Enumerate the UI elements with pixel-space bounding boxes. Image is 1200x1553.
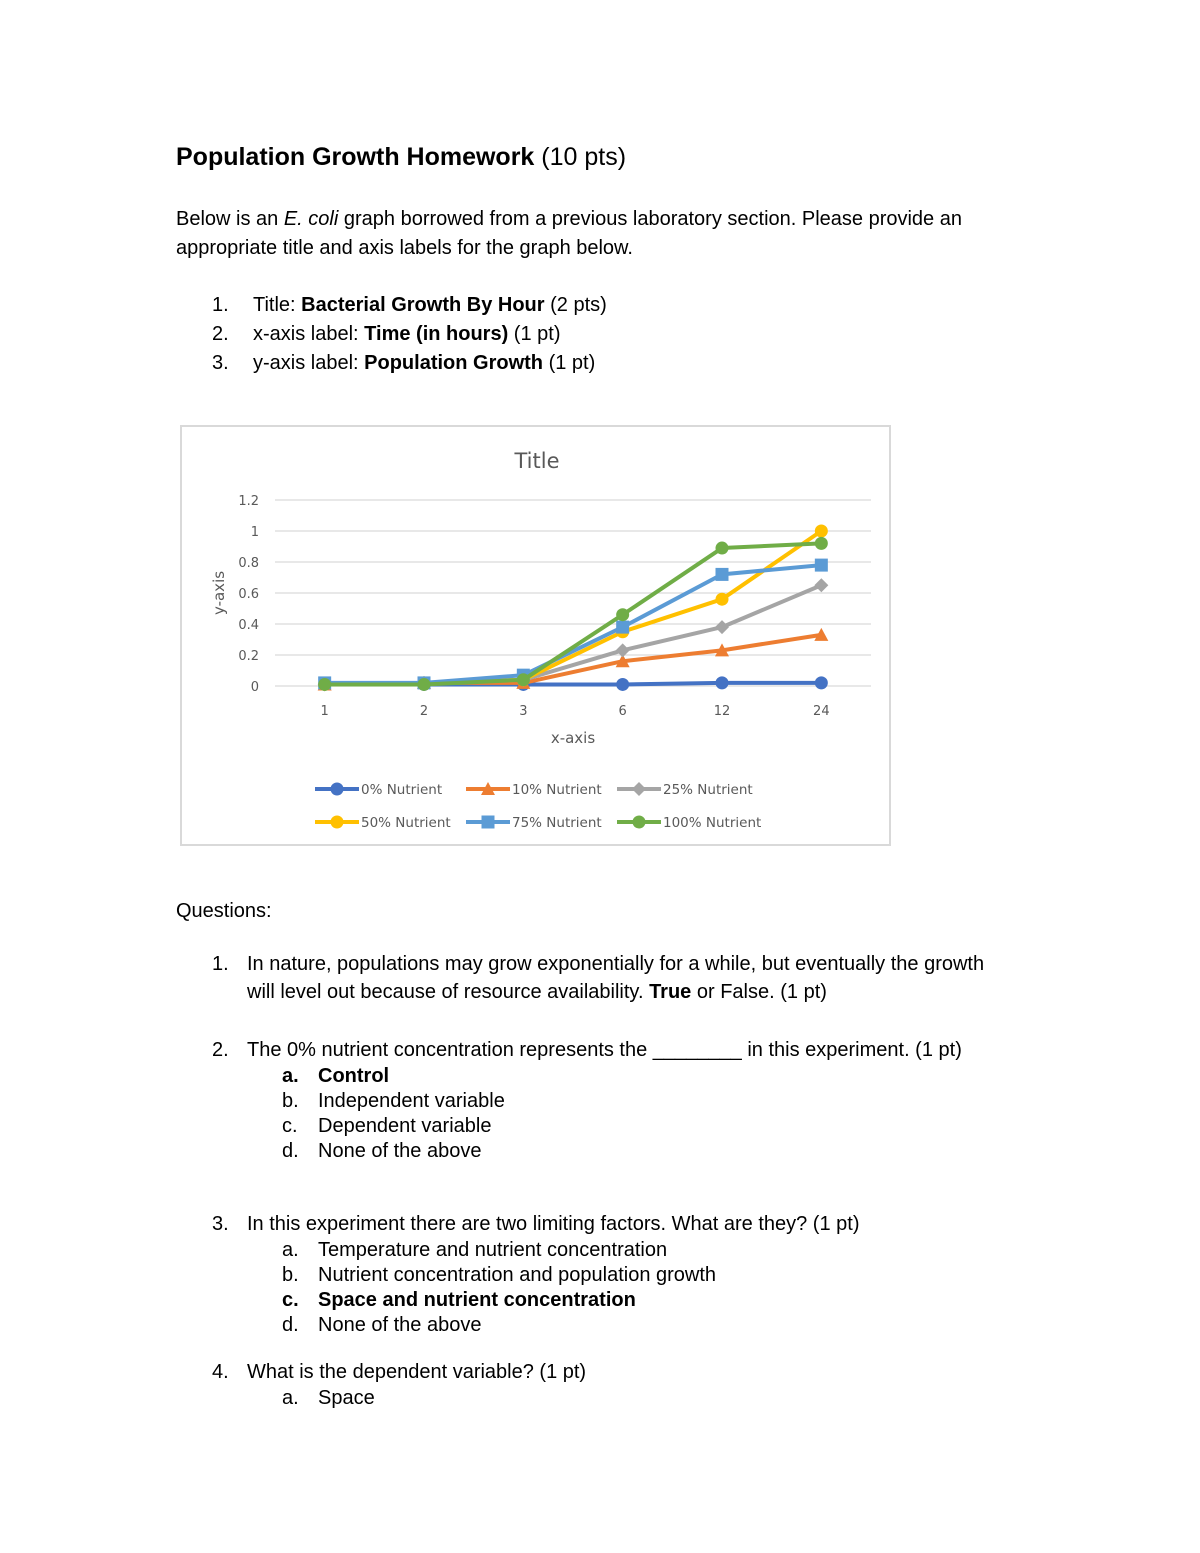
answer-suffix: (1 pt) <box>508 323 561 345</box>
answer-prefix: Title: <box>253 294 302 316</box>
x-tick-label: 24 <box>813 704 830 719</box>
option-text: Independent variable <box>318 1090 505 1112</box>
question-number: 1. <box>212 953 229 975</box>
data-point <box>616 621 629 634</box>
question-answer-bold: True <box>649 981 692 1003</box>
intro-paragraph <box>176 205 1036 263</box>
data-point <box>616 608 629 621</box>
option-item <box>176 1089 996 1114</box>
option-text: Temperature and nutrient concentration <box>318 1239 668 1261</box>
legend-swatch-marker <box>331 783 344 796</box>
answer-suffix: (1 pt) <box>543 352 596 374</box>
legend-swatch-marker <box>482 816 495 829</box>
question-text-end: or False. (1 pt) <box>691 981 827 1003</box>
option-item <box>176 1263 996 1288</box>
answer-list <box>176 291 607 378</box>
question-2 <box>176 1036 996 1164</box>
option-text: Space and nutrient concentration <box>318 1289 636 1311</box>
option-list <box>176 1064 996 1164</box>
option-letter: b. <box>282 1264 299 1286</box>
option-text: Dependent variable <box>318 1115 492 1137</box>
data-point <box>815 676 828 689</box>
option-text: None of the above <box>318 1140 482 1162</box>
x-tick-label: 2 <box>419 704 429 719</box>
question-number: 3. <box>212 1213 229 1235</box>
answer-bold: Bacterial Growth By Hour <box>301 294 545 316</box>
y-tick-label: 1.2 <box>238 494 259 509</box>
data-point <box>616 678 629 691</box>
series-line <box>325 635 822 685</box>
question-text: What is the dependent variable? (1 pt) <box>247 1361 587 1383</box>
option-letter: a. <box>282 1387 299 1409</box>
answer-number: 1. <box>212 294 229 316</box>
answer-item <box>176 291 607 320</box>
option-item <box>176 1386 996 1411</box>
option-letter: a. <box>282 1065 299 1087</box>
page-title <box>176 143 626 172</box>
y-axis-label: y-axis <box>210 570 228 616</box>
option-item <box>176 1313 996 1338</box>
legend-label: 25% Nutrient <box>663 782 753 798</box>
answer-number: 2. <box>212 323 229 345</box>
question-text: The 0% nutrient concentration represents the ________ in this experiment. (1 pt) <box>247 1039 962 1061</box>
x-tick-label: 3 <box>519 704 528 719</box>
intro-text-end: graph borrowed from a previous laboratory section. Please provide an appropriate title and axis labels for the graph below. <box>176 208 962 259</box>
question-4 <box>176 1358 996 1411</box>
option-item <box>176 1114 996 1139</box>
question-text: In this experiment there are two limiting factors. What are they? (1 pt) <box>247 1213 860 1235</box>
chart-container <box>180 425 891 846</box>
data-point <box>814 578 828 592</box>
y-tick-label: 0.6 <box>238 587 259 602</box>
data-point <box>716 593 729 606</box>
y-tick-label: 1 <box>250 525 259 540</box>
y-tick-label: 0 <box>250 680 259 695</box>
question-number: 4. <box>212 1361 229 1383</box>
legend-swatch-marker <box>331 816 344 829</box>
option-item <box>176 1288 996 1313</box>
option-text: Control <box>318 1065 390 1087</box>
legend-label: 50% Nutrient <box>361 815 451 831</box>
data-point <box>318 678 331 691</box>
legend-swatch-marker <box>633 816 646 829</box>
answer-item <box>176 320 607 349</box>
option-text: Space <box>318 1387 375 1409</box>
series-line <box>325 585 822 684</box>
questions-heading: Questions: <box>176 900 272 922</box>
data-point <box>815 559 828 572</box>
intro-text-start: Below is an <box>176 208 284 230</box>
option-text: Nutrient concentration and population growth <box>318 1264 717 1286</box>
question-1 <box>176 950 996 1006</box>
option-letter: c. <box>282 1289 299 1311</box>
answer-prefix: y-axis label: <box>253 352 365 374</box>
data-point <box>716 542 729 555</box>
intro-italic: E. coli <box>283 208 339 230</box>
data-point <box>715 620 729 634</box>
question-number: 2. <box>212 1039 229 1061</box>
option-letter: d. <box>282 1314 299 1336</box>
option-letter: c. <box>282 1115 298 1137</box>
question-3 <box>176 1210 996 1338</box>
legend-label: 0% Nutrient <box>361 782 443 798</box>
answer-prefix: x-axis label: <box>253 323 365 345</box>
x-tick-label: 1 <box>320 704 329 719</box>
page-title-points: (10 pts) <box>541 143 627 171</box>
x-tick-label: 6 <box>618 704 627 719</box>
answer-item <box>176 349 607 378</box>
y-tick-label: 0.8 <box>238 556 259 571</box>
option-letter: a. <box>282 1239 299 1261</box>
data-point <box>716 568 729 581</box>
option-list <box>176 1238 996 1338</box>
x-tick-label: 12 <box>713 704 731 719</box>
page-title-bold: Population Growth Homework <box>176 143 535 171</box>
answer-bold: Population Growth <box>364 352 544 374</box>
legend-swatch-marker <box>632 782 646 796</box>
data-point <box>815 537 828 550</box>
data-point <box>815 525 828 538</box>
y-tick-label: 0.2 <box>238 649 259 664</box>
option-item <box>176 1139 996 1164</box>
option-letter: b. <box>282 1090 299 1112</box>
y-tick-label: 0.4 <box>238 618 259 633</box>
question-text: In nature, populations may grow exponentially for a while, but eventually the growth will level out because of resource availability. <box>247 953 985 1003</box>
answer-suffix: (2 pts) <box>544 294 607 316</box>
option-item <box>176 1064 996 1089</box>
option-item <box>176 1238 996 1263</box>
line-chart <box>182 427 889 844</box>
option-text: None of the above <box>318 1314 482 1336</box>
legend-label: 75% Nutrient <box>512 815 602 831</box>
legend-label: 100% Nutrient <box>663 815 762 831</box>
legend-label: 10% Nutrient <box>512 782 602 798</box>
series-line <box>325 531 822 684</box>
data-point <box>418 678 431 691</box>
x-axis-label: x-axis <box>550 729 596 747</box>
chart-title: Title <box>514 449 560 473</box>
data-point <box>716 676 729 689</box>
option-letter: d. <box>282 1140 299 1162</box>
option-list <box>176 1386 996 1411</box>
answer-number: 3. <box>212 352 229 374</box>
answer-bold: Time (in hours) <box>364 323 509 345</box>
data-point <box>517 673 530 686</box>
